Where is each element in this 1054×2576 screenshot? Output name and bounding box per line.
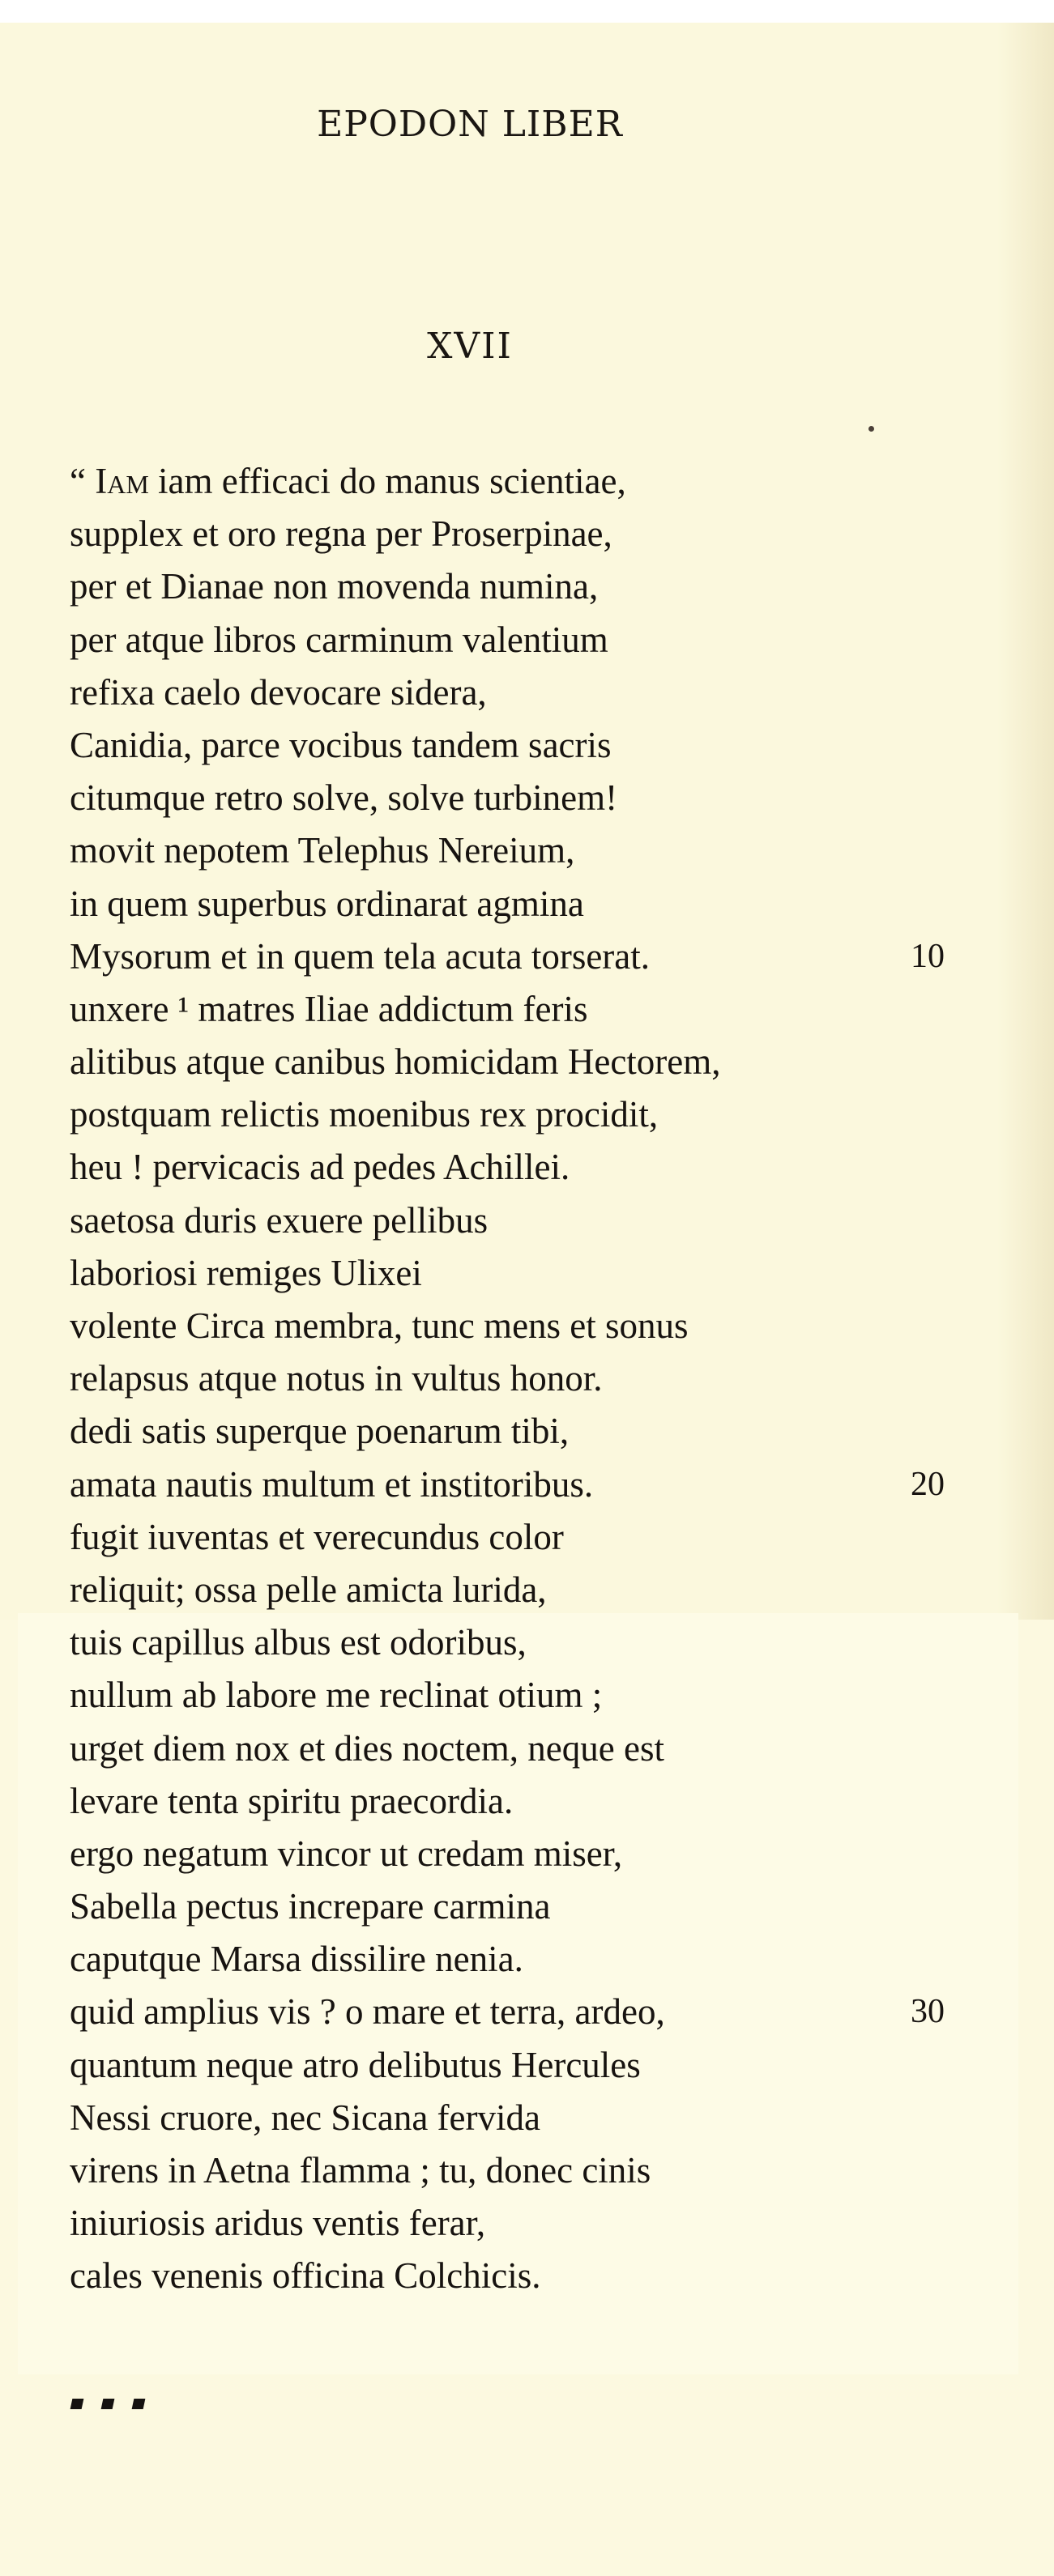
line-text: [70, 455, 626, 508]
line-text: saetosa duris exuere pellibus: [70, 1199, 489, 1241]
line-text: urget diem nox et dies noctem, neque est: [70, 1727, 664, 1769]
poem-line: [70, 666, 1009, 719]
first-line-rest: iam efficaci do manus scientiae,: [148, 461, 626, 501]
line-text: citumque retro solve, solve turbinem!: [70, 777, 618, 819]
omission-marks: [71, 2399, 144, 2409]
poem-line: [70, 1564, 1009, 1616]
poem-line: [70, 2144, 1009, 2197]
poem-line: [70, 1828, 1009, 1880]
poem-line: [70, 1088, 1009, 1141]
line-text: virens in Aetna flamma ; tu, donec cinis: [70, 2150, 651, 2191]
poem-line: [70, 1616, 1009, 1669]
poem-line: [70, 455, 1009, 508]
poem-line: [70, 1669, 1009, 1722]
line-text: fugit iuventas et verecundus color: [70, 1516, 564, 1557]
poem-line: [70, 614, 1009, 666]
open-quote: “: [70, 461, 96, 501]
poem-line: [70, 983, 1009, 1036]
poem-line: [70, 1300, 1009, 1352]
poem-line: [70, 1511, 1009, 1564]
line-text: relapsus atque notus in vultus honor.: [70, 1358, 603, 1399]
poem-line: [70, 824, 1009, 877]
line-text: quid amplius vis ? o mare et terra, ardeo,: [70, 1991, 665, 2033]
line-text: per atque libros carminum valentium: [70, 619, 608, 660]
poem-line: [70, 2250, 1009, 2302]
poem-number: XVII: [427, 326, 513, 367]
line-number: 10: [911, 937, 945, 975]
line-text: ergo negatum vincor ut credam miser,: [70, 1833, 623, 1874]
poem-line: [70, 1986, 1009, 2038]
poem-line: [70, 1247, 1009, 1300]
ink-speck: [868, 426, 874, 432]
line-text: dedi satis superque poenarum tibi,: [70, 1411, 570, 1452]
poem-line: [70, 1775, 1009, 1828]
line-text: unxere ¹ matres Iliae addictum feris: [70, 988, 588, 1029]
line-number: 30: [911, 1993, 945, 2031]
line-text: per et Dianae non movenda numina,: [70, 566, 599, 607]
poem-line: [70, 1933, 1009, 1986]
poem-line: [70, 1880, 1009, 1933]
poem-line: [70, 1722, 1009, 1775]
poem-line: [70, 2197, 1009, 2250]
line-text: reliquit; ossa pelle amicta lurida,: [70, 1569, 547, 1610]
running-head: EPODON LIBER: [317, 104, 623, 145]
poem-line: [70, 1458, 1009, 1511]
line-number: 20: [911, 1465, 945, 1503]
poem-line: [70, 1036, 1009, 1088]
poem-line: [70, 930, 1009, 983]
drop-word: Iam: [95, 461, 149, 501]
line-text: levare tenta spiritu praecordia.: [70, 1780, 514, 1821]
poem-line: [70, 1405, 1009, 1458]
poem-line: [70, 2039, 1009, 2092]
line-text: movit nepotem Telephus Nereium,: [70, 830, 575, 871]
line-text: Canidia, parce vocibus tandem sacris: [70, 724, 612, 765]
line-text: in quem superbus ordinarat agmina: [70, 883, 584, 924]
line-text: postquam relictis moenibus rex procidit,: [70, 1094, 659, 1135]
line-text: alitibus atque canibus homicidam Hectorem,: [70, 1041, 721, 1083]
line-text: refixa caelo devocare sidera,: [70, 671, 487, 713]
poem-lines: [70, 455, 1009, 2303]
omission-mark: [132, 2399, 146, 2409]
poem-line: [70, 1352, 1009, 1405]
poem-line: [70, 719, 1009, 772]
line-text: quantum neque atro delibutus Hercules: [70, 2044, 641, 2085]
line-text: Sabella pectus increpare carmina: [70, 1886, 551, 1927]
line-text: volente Circa membra, tunc mens et sonus: [70, 1305, 689, 1346]
poem-line: [70, 878, 1009, 930]
line-text: iniuriosis aridus ventis ferar,: [70, 2203, 486, 2244]
line-text: caputque Marsa dissilire nenia.: [70, 1939, 523, 1980]
omission-mark: [101, 2399, 115, 2409]
poem-line: [70, 2092, 1009, 2144]
line-text: Mysorum et in quem tela acuta torserat.: [70, 935, 651, 977]
omission-mark: [70, 2399, 84, 2409]
line-text: heu ! pervicacis ad pedes Achillei.: [70, 1147, 570, 1188]
poem-line: [70, 508, 1009, 560]
poem-line: [70, 560, 1009, 613]
line-text: amata nautis multum et institoribus.: [70, 1463, 594, 1505]
line-text: Nessi cruore, nec Sicana fervida: [70, 2097, 540, 2138]
poem-line: [70, 772, 1009, 824]
line-text: nullum ab labore me reclinat otium ;: [70, 1675, 603, 1716]
scan-top-margin: [0, 0, 1054, 23]
line-text: supplex et oro regna per Proserpinae,: [70, 513, 612, 555]
line-text: laboriosi remiges Ulixei: [70, 1252, 422, 1293]
poem-line: [70, 1194, 1009, 1247]
poem-line: [70, 1141, 1009, 1194]
line-text: tuis capillus albus est odoribus,: [70, 1622, 527, 1663]
line-text: cales venenis officina Colchicis.: [70, 2255, 541, 2297]
